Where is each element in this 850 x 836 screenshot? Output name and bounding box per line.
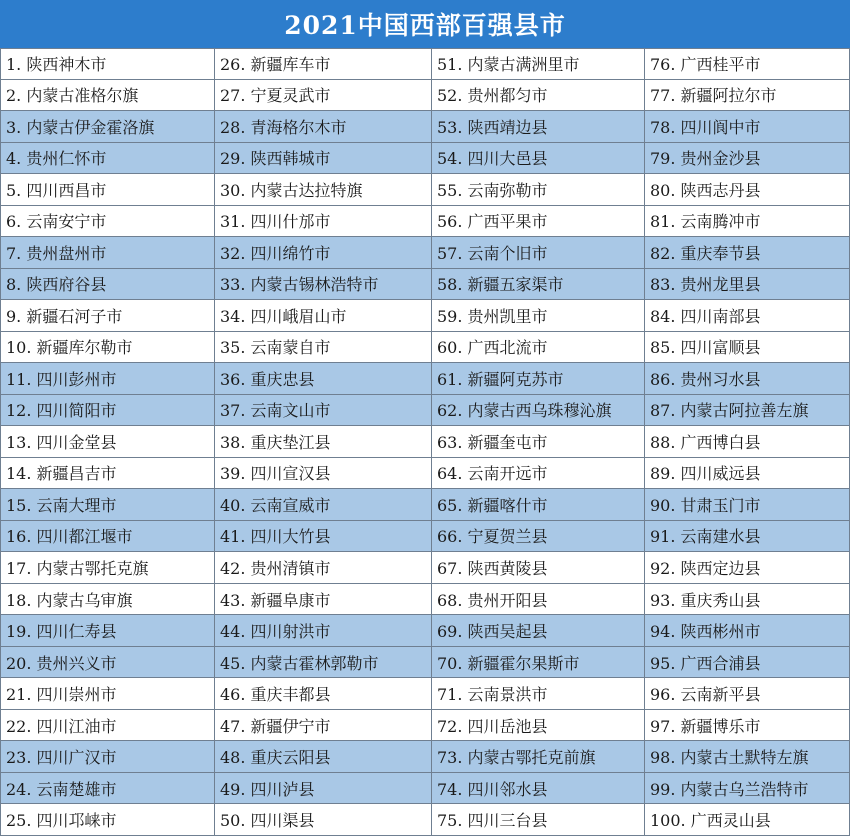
table-cell: 72. 四川岳池县 [432, 710, 645, 742]
table-cell: 11. 四川彭州市 [0, 363, 215, 395]
table-cell: 29. 陕西韩城市 [215, 143, 432, 175]
table-title: 2021中国西部百强县市 [0, 0, 850, 48]
table-cell: 67. 陕西黄陵县 [432, 552, 645, 584]
table-cell: 53. 陕西靖边县 [432, 111, 645, 143]
table-cell: 50. 四川渠县 [215, 804, 432, 836]
table-cell: 28. 青海格尔木市 [215, 111, 432, 143]
table-cell: 90. 甘肃玉门市 [645, 489, 850, 521]
table-cell: 66. 宁夏贺兰县 [432, 521, 645, 553]
table-cell: 4. 贵州仁怀市 [0, 143, 215, 175]
table-cell: 19. 四川仁寿县 [0, 615, 215, 647]
table-cell: 48. 重庆云阳县 [215, 741, 432, 773]
table-cell: 69. 陕西吴起县 [432, 615, 645, 647]
table-cell: 60. 广西北流市 [432, 332, 645, 364]
table-cell: 95. 广西合浦县 [645, 647, 850, 679]
table-cell: 56. 广西平果市 [432, 206, 645, 238]
table-cell: 30. 内蒙古达拉特旗 [215, 174, 432, 206]
table-cell: 45. 内蒙古霍林郭勒市 [215, 647, 432, 679]
table-cell: 99. 内蒙古乌兰浩特市 [645, 773, 850, 805]
table-cell: 61. 新疆阿克苏市 [432, 363, 645, 395]
table-cell: 7. 贵州盘州市 [0, 237, 215, 269]
table-cell: 63. 新疆奎屯市 [432, 426, 645, 458]
table-cell: 42. 贵州清镇市 [215, 552, 432, 584]
table-cell: 39. 四川宣汉县 [215, 458, 432, 490]
table-cell: 64. 云南开远市 [432, 458, 645, 490]
table-cell: 55. 云南弥勒市 [432, 174, 645, 206]
table-cell: 2. 内蒙古准格尔旗 [0, 80, 215, 112]
table-cell: 70. 新疆霍尔果斯市 [432, 647, 645, 679]
table-cell: 92. 陕西定边县 [645, 552, 850, 584]
table-cell: 10. 新疆库尔勒市 [0, 332, 215, 364]
table-cell: 98. 内蒙古土默特左旗 [645, 741, 850, 773]
table-cell: 37. 云南文山市 [215, 395, 432, 427]
table-cell: 25. 四川邛崃市 [0, 804, 215, 836]
table-cell: 3. 内蒙古伊金霍洛旗 [0, 111, 215, 143]
table-cell: 34. 四川峨眉山市 [215, 300, 432, 332]
table-cell: 78. 四川阆中市 [645, 111, 850, 143]
table-cell: 27. 宁夏灵武市 [215, 80, 432, 112]
table-cell: 44. 四川射洪市 [215, 615, 432, 647]
table-cell: 87. 内蒙古阿拉善左旗 [645, 395, 850, 427]
table-cell: 65. 新疆喀什市 [432, 489, 645, 521]
table-cell: 57. 云南个旧市 [432, 237, 645, 269]
table-cell: 18. 内蒙古乌审旗 [0, 584, 215, 616]
table-cell: 33. 内蒙古锡林浩特市 [215, 269, 432, 301]
table-cell: 38. 重庆垫江县 [215, 426, 432, 458]
table-cell: 100. 广西灵山县 [645, 804, 850, 836]
table-cell: 73. 内蒙古鄂托克前旗 [432, 741, 645, 773]
table-cell: 6. 云南安宁市 [0, 206, 215, 238]
table-cell: 46. 重庆丰都县 [215, 678, 432, 710]
table-cell: 79. 贵州金沙县 [645, 143, 850, 175]
table-cell: 31. 四川什邡市 [215, 206, 432, 238]
table-cell: 77. 新疆阿拉尔市 [645, 80, 850, 112]
table-cell: 36. 重庆忠县 [215, 363, 432, 395]
table-cell: 26. 新疆库车市 [215, 48, 432, 80]
table-cell: 97. 新疆博乐市 [645, 710, 850, 742]
ranking-table [0, 48, 850, 836]
table-cell: 23. 四川广汉市 [0, 741, 215, 773]
table-cell: 91. 云南建水县 [645, 521, 850, 553]
table-cell: 59. 贵州凯里市 [432, 300, 645, 332]
table-cell: 47. 新疆伊宁市 [215, 710, 432, 742]
table-cell: 84. 四川南部县 [645, 300, 850, 332]
table-cell: 62. 内蒙古西乌珠穆沁旗 [432, 395, 645, 427]
table-cell: 94. 陕西彬州市 [645, 615, 850, 647]
table-cell: 43. 新疆阜康市 [215, 584, 432, 616]
table-cell: 86. 贵州习水县 [645, 363, 850, 395]
table-cell: 32. 四川绵竹市 [215, 237, 432, 269]
table-cell: 85. 四川富顺县 [645, 332, 850, 364]
table-cell: 16. 四川都江堰市 [0, 521, 215, 553]
table-cell: 20. 贵州兴义市 [0, 647, 215, 679]
table-cell: 71. 云南景洪市 [432, 678, 645, 710]
table-cell: 58. 新疆五家渠市 [432, 269, 645, 301]
table-cell: 68. 贵州开阳县 [432, 584, 645, 616]
table-cell: 13. 四川金堂县 [0, 426, 215, 458]
table-cell: 24. 云南楚雄市 [0, 773, 215, 805]
table-cell: 9. 新疆石河子市 [0, 300, 215, 332]
table-cell: 12. 四川简阳市 [0, 395, 215, 427]
table-cell: 54. 四川大邑县 [432, 143, 645, 175]
table-cell: 35. 云南蒙自市 [215, 332, 432, 364]
table-cell: 93. 重庆秀山县 [645, 584, 850, 616]
table-cell: 81. 云南腾冲市 [645, 206, 850, 238]
table-cell: 40. 云南宣威市 [215, 489, 432, 521]
table-cell: 88. 广西博白县 [645, 426, 850, 458]
table-cell: 76. 广西桂平市 [645, 48, 850, 80]
table-cell: 82. 重庆奉节县 [645, 237, 850, 269]
table-cell: 51. 内蒙古满洲里市 [432, 48, 645, 80]
table-cell: 49. 四川泸县 [215, 773, 432, 805]
table-cell: 41. 四川大竹县 [215, 521, 432, 553]
table-cell: 17. 内蒙古鄂托克旗 [0, 552, 215, 584]
table-cell: 5. 四川西昌市 [0, 174, 215, 206]
table-cell: 89. 四川威远县 [645, 458, 850, 490]
table-cell: 96. 云南新平县 [645, 678, 850, 710]
table-cell: 15. 云南大理市 [0, 489, 215, 521]
table-cell: 14. 新疆昌吉市 [0, 458, 215, 490]
table-cell: 22. 四川江油市 [0, 710, 215, 742]
table-cell: 74. 四川邻水县 [432, 773, 645, 805]
table-cell: 1. 陕西神木市 [0, 48, 215, 80]
table-cell: 75. 四川三台县 [432, 804, 645, 836]
table-cell: 80. 陕西志丹县 [645, 174, 850, 206]
table-cell: 83. 贵州龙里县 [645, 269, 850, 301]
table-cell: 8. 陕西府谷县 [0, 269, 215, 301]
table-cell: 21. 四川崇州市 [0, 678, 215, 710]
table-cell: 52. 贵州都匀市 [432, 80, 645, 112]
